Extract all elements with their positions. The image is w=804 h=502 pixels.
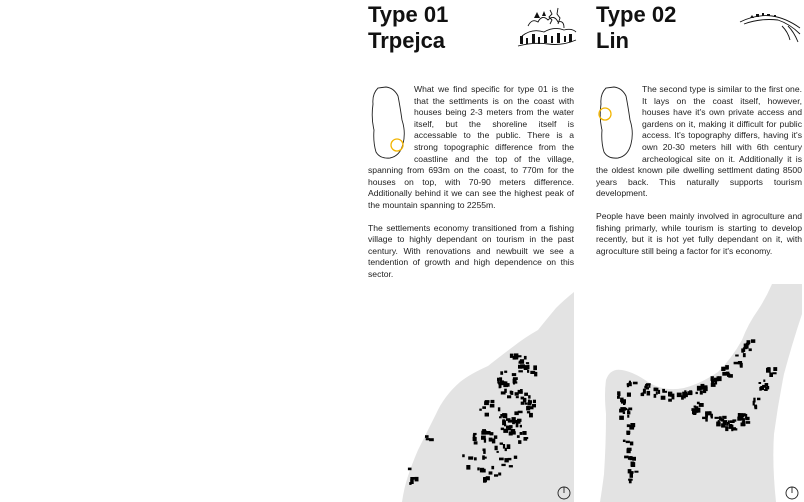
building-footprint — [518, 355, 522, 357]
building-footprint — [524, 365, 528, 370]
building-footprint — [468, 456, 473, 459]
building-footprint — [497, 380, 499, 383]
building-footprint — [485, 413, 489, 417]
type01-heading-place: Trpejca — [368, 28, 446, 53]
building-footprint — [732, 419, 736, 421]
building-footprint — [627, 393, 631, 397]
building-footprint — [492, 439, 495, 444]
building-footprint — [773, 372, 777, 374]
building-footprint — [504, 389, 507, 393]
building-footprint — [672, 396, 675, 399]
type01-heading-number: Type 01 — [368, 2, 449, 27]
building-footprint — [634, 471, 638, 473]
building-footprint — [466, 465, 470, 470]
building-footprint — [647, 391, 651, 396]
building-footprint — [743, 353, 746, 357]
building-footprint — [499, 458, 504, 461]
building-footprint — [630, 473, 634, 478]
building-footprint — [528, 400, 530, 403]
type02-paragraph-1: The second type is similar to the first one. It lays on the coast itself, however, houses have it's own private access and gardens on it, making it difficult for public access. It's topography differs, having it's own 20-30 meters hill with 6th century archeological site on it. Additionally it is the oldest known pile dwelling settlment dating 8500 years back. This naturally supports tourism development. — [596, 84, 802, 199]
building-footprint — [631, 462, 635, 467]
building-footprint — [624, 407, 627, 411]
building-footprint — [477, 467, 479, 470]
building-footprint — [474, 457, 477, 460]
building-footprint — [737, 417, 741, 421]
building-footprint — [630, 442, 633, 446]
type02-heading-place: Lin — [596, 28, 629, 53]
building-footprint — [522, 431, 526, 435]
lin-settlement-map — [596, 284, 802, 502]
building-footprint — [728, 420, 730, 424]
building-footprint — [741, 423, 746, 427]
building-footprint — [717, 376, 720, 380]
building-footprint — [661, 396, 666, 400]
building-footprint — [520, 359, 524, 364]
building-footprint — [628, 456, 631, 460]
building-footprint — [501, 464, 505, 466]
type02-paragraph-2: People have been mainly involved in agroculture and fishing primarly, while tourism is starting to develop recently, but it is hot yet fully dependant on it, with agroculture still being a factor for it's economy. — [596, 210, 802, 256]
building-footprint — [715, 381, 717, 385]
building-footprint — [527, 370, 529, 373]
building-footprint — [509, 465, 513, 467]
building-footprint — [516, 423, 519, 428]
building-footprint — [705, 417, 708, 422]
building-footprint — [668, 399, 672, 402]
type01-heading — [368, 2, 448, 54]
building-footprint — [491, 400, 495, 403]
building-footprint — [694, 406, 697, 408]
building-footprint — [505, 448, 507, 451]
building-footprint — [489, 438, 493, 442]
building-footprint — [735, 355, 739, 357]
trpejca-settlement-map — [368, 286, 574, 502]
type02-heading-number: Type 02 — [596, 2, 677, 27]
building-footprint — [684, 396, 686, 398]
building-footprint — [520, 432, 523, 435]
building-footprint — [497, 451, 499, 453]
building-footprint — [521, 397, 525, 400]
building-footprint — [759, 382, 762, 384]
building-footprint — [510, 391, 513, 395]
building-footprint — [512, 373, 516, 376]
building-footprint — [705, 413, 708, 418]
building-footprint — [462, 454, 465, 457]
building-footprint — [524, 356, 527, 360]
building-footprint — [502, 420, 506, 425]
lake-locator-icon — [596, 84, 638, 162]
building-footprint — [746, 421, 750, 424]
building-footprint — [483, 478, 486, 483]
building-footprint — [769, 373, 773, 378]
building-footprint — [700, 391, 703, 395]
building-footprint — [734, 362, 739, 365]
building-footprint — [633, 382, 638, 385]
building-footprint — [504, 371, 507, 373]
type01-paragraph-1: What we find specific for type 01 is the that the settlments is on the coast with houses being 2-3 meters from the water itself, but the shoreline itself is accessable to the public. There is a strong topographic difference from the coastline and the top of the village, spanning from 693m on the coast, to 770m for the houses on top, with 70-90 meters difference. Additionally behind it we can see the highest peak of the mountain spanning to 2255m. — [368, 84, 574, 210]
type02-heading — [596, 2, 676, 54]
building-footprint — [517, 419, 522, 422]
building-footprint — [474, 441, 478, 444]
building-footprint — [730, 425, 733, 429]
building-footprint — [509, 425, 512, 428]
building-footprint — [627, 415, 629, 418]
building-footprint — [498, 407, 500, 411]
building-footprint — [499, 377, 502, 381]
building-footprint — [722, 372, 727, 376]
building-footprint — [627, 411, 630, 414]
type02-description — [596, 84, 802, 268]
building-footprint — [500, 414, 503, 417]
building-footprint — [656, 391, 658, 394]
building-footprint — [749, 348, 752, 351]
building-footprint — [495, 446, 498, 451]
building-footprint — [629, 381, 631, 386]
building-footprint — [751, 339, 755, 343]
building-footprint — [644, 386, 648, 389]
building-footprint — [623, 411, 625, 414]
building-footprint — [503, 429, 508, 433]
building-footprint — [757, 398, 760, 401]
building-footprint — [726, 367, 728, 370]
building-footprint — [738, 413, 741, 417]
building-footprint — [517, 435, 520, 438]
building-footprint — [408, 468, 412, 471]
building-footprint — [523, 439, 527, 441]
building-footprint — [623, 440, 626, 442]
building-footprint — [726, 426, 728, 430]
building-footprint — [533, 400, 536, 403]
building-footprint — [745, 414, 747, 419]
building-footprint — [510, 354, 514, 358]
building-footprint — [409, 482, 411, 485]
building-footprint — [619, 416, 624, 420]
building-footprint — [507, 444, 511, 449]
building-footprint — [507, 395, 511, 398]
building-footprint — [520, 425, 522, 428]
building-footprint — [723, 368, 725, 371]
building-footprint — [773, 367, 777, 371]
trpejca-map-drawing — [368, 286, 574, 502]
building-footprint — [767, 367, 770, 372]
building-footprint — [524, 393, 528, 396]
building-footprint — [722, 416, 726, 419]
building-footprint — [482, 429, 486, 431]
north-arrow-icon — [558, 487, 570, 499]
building-footprint — [688, 393, 693, 395]
building-footprint — [528, 395, 531, 398]
building-footprint — [759, 387, 762, 391]
building-footprint — [509, 431, 513, 435]
building-footprint — [743, 347, 745, 350]
building-footprint — [720, 419, 724, 422]
building-footprint — [628, 408, 632, 411]
building-footprint — [525, 403, 528, 405]
building-footprint — [415, 477, 419, 482]
building-footprint — [627, 448, 632, 451]
building-footprint — [715, 417, 719, 419]
building-footprint — [506, 418, 511, 421]
building-footprint — [648, 384, 650, 388]
building-footprint — [521, 391, 523, 394]
building-footprint — [489, 471, 493, 474]
building-footprint — [527, 411, 530, 413]
type01-description — [368, 84, 574, 292]
building-footprint — [490, 432, 494, 435]
building-footprint — [429, 438, 434, 441]
building-footprint — [642, 392, 645, 394]
building-footprint — [500, 371, 503, 375]
building-footprint — [481, 436, 486, 440]
building-footprint — [504, 458, 508, 462]
building-footprint — [490, 404, 495, 408]
village-sketch-icon — [514, 6, 578, 50]
building-footprint — [632, 457, 636, 461]
type01-paragraph-2: The settlements economy transitioned from a fishing village to highly dependant on tourism in the past century. With renovations and newbuilt we see a tendention of growth and high dependence on this sector. — [368, 222, 574, 279]
building-footprint — [500, 443, 503, 445]
building-footprint — [763, 380, 765, 382]
building-footprint — [483, 451, 486, 454]
building-footprint — [494, 474, 498, 476]
building-footprint — [711, 414, 713, 419]
building-footprint — [494, 435, 497, 439]
building-footprint — [484, 401, 489, 405]
building-footprint — [703, 385, 708, 389]
building-footprint — [506, 426, 510, 429]
building-footprint — [482, 406, 486, 409]
building-footprint — [516, 396, 519, 398]
building-footprint — [473, 437, 477, 441]
building-footprint — [692, 411, 697, 415]
building-footprint — [514, 353, 519, 358]
building-footprint — [753, 401, 755, 406]
building-footprint — [513, 381, 515, 385]
building-footprint — [684, 390, 686, 393]
building-footprint — [479, 409, 482, 411]
building-footprint — [662, 391, 667, 393]
building-footprint — [623, 400, 625, 405]
building-footprint — [767, 386, 770, 389]
building-footprint — [626, 441, 630, 443]
building-footprint — [704, 390, 707, 392]
lake-locator-icon — [368, 84, 410, 162]
hill-sketch-icon — [738, 6, 802, 50]
building-footprint — [410, 477, 415, 480]
building-footprint — [628, 479, 633, 481]
building-footprint — [526, 362, 529, 364]
building-footprint — [716, 422, 721, 426]
building-footprint — [747, 340, 751, 344]
building-footprint — [745, 344, 747, 349]
building-footprint — [727, 373, 730, 377]
building-footprint — [699, 403, 704, 407]
lin-map-drawing — [596, 284, 802, 502]
building-footprint — [654, 388, 659, 391]
building-footprint — [696, 392, 698, 394]
building-footprint — [534, 372, 537, 377]
building-footprint — [529, 413, 533, 418]
building-footprint — [721, 423, 725, 427]
building-footprint — [630, 471, 634, 474]
building-footprint — [740, 363, 743, 368]
building-footprint — [491, 466, 494, 469]
building-footprint — [518, 440, 521, 444]
building-footprint — [691, 408, 694, 411]
building-footprint — [518, 411, 523, 414]
building-footprint — [668, 392, 672, 397]
building-footprint — [482, 469, 486, 473]
building-footprint — [528, 365, 530, 369]
building-footprint — [514, 456, 517, 459]
building-footprint — [631, 425, 634, 428]
building-footprint — [498, 473, 501, 476]
building-footprint — [506, 383, 510, 387]
building-footprint — [513, 377, 518, 380]
building-footprint — [677, 393, 682, 398]
building-footprint — [533, 365, 537, 370]
building-footprint — [618, 393, 621, 397]
building-footprint — [518, 390, 520, 394]
building-footprint — [503, 413, 508, 418]
building-footprint — [529, 406, 533, 409]
building-footprint — [501, 381, 504, 384]
building-footprint — [482, 457, 486, 459]
building-footprint — [617, 396, 620, 399]
building-footprint — [501, 428, 504, 431]
building-footprint — [743, 419, 745, 422]
building-footprint — [711, 379, 715, 382]
building-footprint — [626, 431, 630, 435]
building-footprint — [521, 402, 525, 405]
building-footprint — [518, 370, 523, 372]
building-footprint — [425, 435, 429, 438]
